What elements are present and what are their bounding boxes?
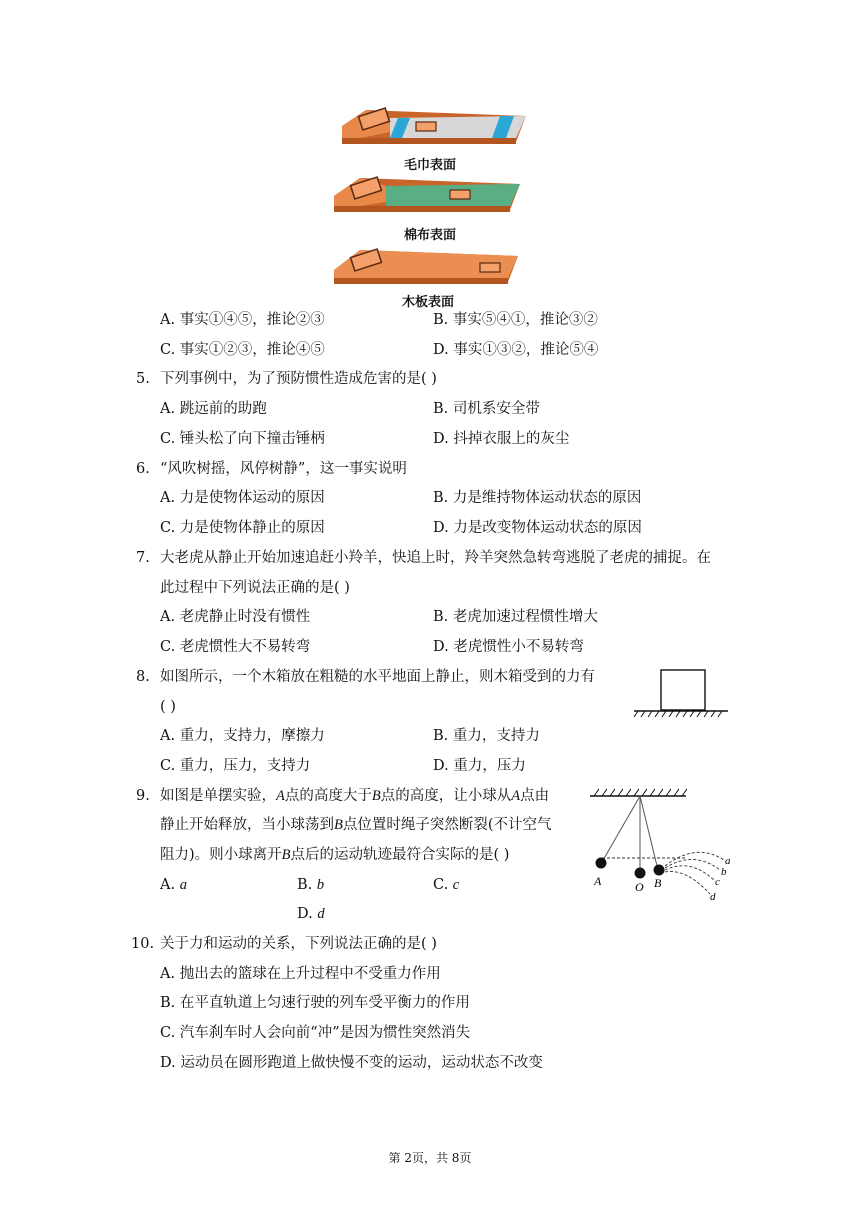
pendulum-figure: [586, 784, 736, 906]
ramp-cotton: [334, 177, 520, 212]
string-a: [602, 796, 640, 862]
option-text: 老虎静止时没有惯性: [179, 609, 311, 625]
q10-option-a[interactable]: [160, 965, 441, 983]
q7-option-a[interactable]: [160, 608, 310, 626]
option-text: 重力，支持力，摩擦力: [179, 728, 325, 744]
ground-hatching: [634, 711, 722, 717]
question-number: 10.: [131, 936, 155, 952]
option-label: B.: [297, 877, 313, 893]
ramp-board: [334, 249, 518, 284]
option-label: C.: [160, 639, 176, 655]
option-label: A.: [160, 401, 176, 417]
q10-option-b[interactable]: [160, 994, 470, 1012]
option-text: 力是维持物体运动状态的原因: [452, 490, 642, 506]
option-label: D.: [433, 639, 449, 655]
option-label: C.: [160, 342, 176, 358]
q6-option-c[interactable]: [160, 519, 325, 537]
q6-option-d[interactable]: [433, 519, 642, 537]
q8-option-d[interactable]: [433, 757, 526, 775]
q4-option-c[interactable]: [160, 341, 325, 359]
option-text: 运动员在圆形跑道上做快慢不变的运动，运动状态不改变: [180, 1055, 543, 1071]
ball-a: [596, 858, 607, 869]
option-text: 重力，压力，支持力: [179, 758, 311, 774]
option-label: A.: [160, 312, 176, 328]
q10-option-d[interactable]: [160, 1054, 543, 1072]
question-stem-line-2: 静止开始释放，当小球荡到B点位置时绳子突然断裂(不计空气: [160, 817, 552, 833]
ramp-figure: [330, 104, 530, 304]
option-label: C.: [160, 520, 176, 536]
q5-option-d[interactable]: [433, 430, 569, 448]
option-text: 锤头松了向下撞击锤柄: [179, 431, 325, 447]
option-text: 汽车刹车时人会向前“冲”是因为惯性突然消失: [179, 1025, 471, 1041]
ball-b: [654, 865, 665, 876]
q8-option-b[interactable]: [433, 727, 540, 745]
question-stem-line-1: 如图是单摆实验，A点的高度大于B点的高度，让小球从A点由: [160, 788, 550, 804]
option-text: b: [316, 877, 325, 893]
question-number: 7.: [136, 550, 150, 566]
option-label: B.: [160, 995, 176, 1011]
option-label: A.: [160, 966, 176, 982]
question-stem-line-2: 此过程中下列说法正确的是( ): [160, 580, 350, 596]
question-stem-line-2: ( ): [160, 699, 176, 715]
question-stem-line-1: 如图所示，一个木箱放在粗糙的水平地面上静止，则木箱受到的力有: [160, 669, 595, 685]
option-text: 老虎惯性大不易转弯: [179, 639, 311, 655]
question-number: 6.: [136, 461, 150, 477]
q8-option-a[interactable]: [160, 727, 325, 745]
caption-board: 木板表面: [402, 295, 455, 310]
option-text: 老虎惯性小不易转弯: [453, 639, 584, 655]
q9-option-d[interactable]: [297, 905, 325, 923]
q9-option-a[interactable]: [160, 876, 187, 894]
question-number: 9.: [136, 788, 150, 804]
option-text: 事实①②③，推论④⑤: [179, 342, 325, 358]
option-label: C.: [160, 1025, 176, 1041]
trajectory-c: [665, 866, 714, 880]
option-text: 在平直轨道上匀速行驶的列车受平衡力的作用: [179, 995, 470, 1011]
string-b: [640, 796, 658, 870]
option-label: B.: [433, 401, 449, 417]
question-number: 8.: [136, 669, 150, 685]
option-text: 老虎加速过程惯性增大: [452, 609, 598, 625]
q7-option-d[interactable]: [433, 638, 584, 656]
option-label: B.: [433, 312, 449, 328]
option-label: A.: [160, 609, 176, 625]
option-text: d: [317, 906, 325, 922]
option-text: 重力，压力: [453, 758, 526, 774]
option-label: B.: [433, 490, 449, 506]
option-label: D.: [297, 906, 313, 922]
trajectory-b: [665, 859, 720, 870]
q5-option-a[interactable]: [160, 400, 267, 418]
option-text: 司机系安全带: [452, 401, 540, 417]
q9-option-c[interactable]: [433, 876, 459, 894]
option-text: 抖掉衣服上的灰尘: [453, 431, 570, 447]
option-label: D.: [433, 758, 449, 774]
question-stem: “风吹树摇，风停树静”，这一事实说明: [160, 461, 407, 477]
option-text: 事实⑤④①，推论③②: [452, 312, 598, 328]
q7-option-b[interactable]: [433, 608, 598, 626]
option-label: C.: [160, 431, 176, 447]
option-text: 力是使物体运动的原因: [179, 490, 325, 506]
option-label: B.: [433, 609, 449, 625]
option-label: D.: [433, 431, 449, 447]
wooden-box: [661, 670, 705, 710]
option-label: A.: [160, 728, 176, 744]
option-text: 力是改变物体运动状态的原因: [453, 520, 642, 536]
question-stem: 下列事例中，为了预防惯性造成危害的是( ): [160, 371, 437, 387]
ceiling-hatching: [594, 789, 687, 796]
label-a-point: A: [594, 874, 602, 888]
q4-option-b[interactable]: [433, 311, 598, 329]
q4-option-a[interactable]: [160, 311, 325, 329]
page-footer: 第 2页，共 8页: [388, 1151, 472, 1165]
option-label: A.: [160, 490, 176, 506]
option-label: C.: [433, 877, 449, 893]
option-text: 事实①④⑤，推论②③: [179, 312, 325, 328]
option-text: a: [179, 877, 187, 893]
option-text: c: [452, 877, 460, 893]
q4-option-d[interactable]: [433, 341, 598, 359]
option-label: C.: [160, 758, 176, 774]
box-on-ground-figure: [630, 666, 732, 720]
label-trajectory-c: c: [715, 876, 720, 888]
q6-option-b[interactable]: [433, 489, 641, 507]
caption-towel: 毛巾表面: [404, 158, 457, 173]
label-trajectory-d: d: [710, 891, 716, 903]
question-stem: 关于力和运动的关系，下列说法正确的是( ): [160, 936, 437, 952]
label-trajectory-b: b: [721, 866, 727, 878]
label-trajectory-a: a: [725, 855, 731, 867]
option-label: D.: [160, 1055, 176, 1071]
q5-option-c[interactable]: [160, 430, 325, 448]
option-text: 事实①③②，推论⑤④: [453, 342, 599, 358]
question-stem-line-3: 阻力)。则小球离开B点后的运动轨迹最符合实际的是( ): [160, 847, 510, 863]
ball-o: [635, 868, 646, 879]
q5-option-b[interactable]: [433, 400, 540, 418]
q7-option-c[interactable]: [160, 638, 310, 656]
option-text: 跳远前的助跑: [179, 401, 267, 417]
ramp-towel: [342, 108, 526, 144]
option-label: B.: [433, 728, 449, 744]
option-text: 力是使物体静止的原因: [179, 520, 325, 536]
question-number: 5.: [136, 371, 150, 387]
question-stem-line-1: 大老虎从静止开始加速追赶小羚羊，快追上时，羚羊突然急转弯逃脱了老虎的捕捉。在: [160, 550, 711, 566]
option-text: 抛出去的篮球在上升过程中不受重力作用: [179, 966, 441, 982]
option-label: D.: [433, 342, 449, 358]
q9-option-b[interactable]: [297, 876, 324, 894]
caption-cotton: 棉布表面: [404, 228, 457, 243]
trajectory-d: [665, 871, 710, 894]
q10-option-c[interactable]: [160, 1024, 470, 1042]
label-o-point: O: [635, 880, 644, 894]
option-label: D.: [433, 520, 449, 536]
q8-option-c[interactable]: [160, 757, 310, 775]
q6-option-a[interactable]: [160, 489, 325, 507]
option-text: 重力，支持力: [452, 728, 540, 744]
label-b-point: B: [654, 876, 662, 890]
option-label: A.: [160, 877, 176, 893]
